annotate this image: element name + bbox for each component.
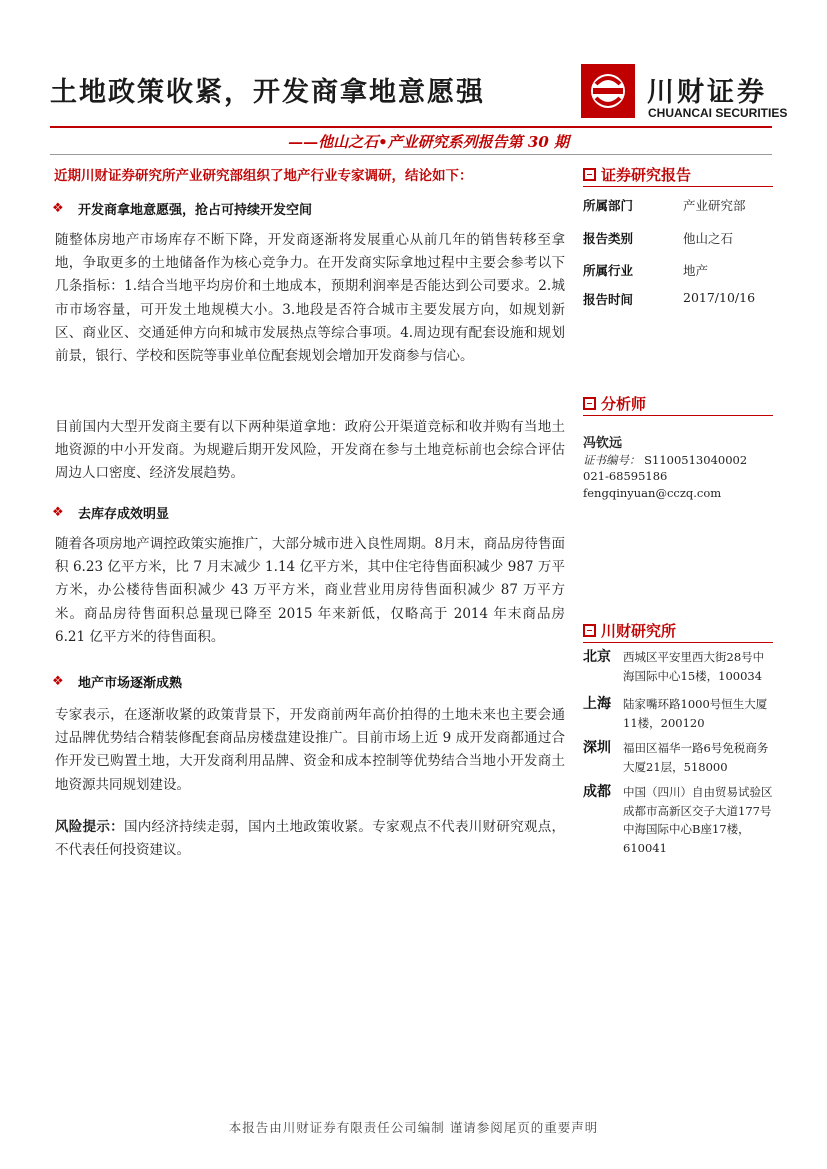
paragraph: 目前国内大型开发商主要有以下两种渠道拿地：政府公开渠道竞标和收并购有当地土地资源的中小开发商。为规避后期开发风险，开发商在参与土地竞标前也会综合评估周边人口密度、经济发展趋势。 bbox=[55, 419, 565, 482]
meta-row-category bbox=[583, 229, 773, 247]
section-marker-icon bbox=[583, 168, 596, 181]
cert-label: 证书编号： bbox=[583, 453, 641, 467]
report-type-heading bbox=[583, 164, 691, 185]
paragraph: 随着各项房地产调控政策实施推广，大部分城市进入良性周期。8月末，商品房待售面积 6.23 亿平方米，比 7 月末减少 1.14 亿平方米，其中住宅待售面积减少 987 万平方米，办公楼待售面积减少 43 万平方米，商业营业用房待售面积减少 87 万平方米。商品房待售面积总量现已降至 2015 年来新低，仅略高于 2014 年末商品房 6.21 亿平方米的待售面积。 bbox=[55, 536, 565, 645]
meta-value: 地产 bbox=[683, 263, 709, 278]
section-heading-2 bbox=[52, 503, 169, 522]
section-heading-text: 地产市场逐渐成熟 bbox=[78, 676, 183, 691]
analyst-email[interactable]: fengqinyuan@cczq.com bbox=[583, 486, 722, 500]
sidebar-divider bbox=[583, 642, 773, 643]
report-type-text: 证券研究报告 bbox=[601, 166, 692, 184]
office-address: 中国（四川）自由贸易试验区成都市高新区交子大道177号中海国际中心B座17楼，610041 bbox=[623, 785, 773, 855]
analyst-cert bbox=[583, 452, 747, 468]
meta-value: 2017/10/16 bbox=[683, 290, 756, 305]
meta-row-date bbox=[583, 290, 773, 308]
office-address: 西城区平安里西大街28号中海国际中心15楼，100034 bbox=[623, 650, 765, 683]
meta-key: 报告类别 bbox=[583, 231, 634, 246]
cert-number: S1100513040002 bbox=[644, 453, 748, 467]
meta-row-department bbox=[583, 196, 773, 214]
office-city: 深圳 bbox=[583, 740, 611, 756]
meta-value: 产业研究部 bbox=[683, 198, 746, 213]
brand-name-cn: 川财证券 bbox=[647, 77, 767, 108]
section-heading-3 bbox=[52, 672, 182, 691]
lead-summary: 近期川财证券研究所产业研究部组织了地产行业专家调研，结论如下： bbox=[54, 168, 473, 184]
meta-value: 他山之石 bbox=[683, 231, 734, 246]
office-address: 福田区福华一路6号免税商务大厦21层，518000 bbox=[623, 741, 769, 774]
sidebar-divider bbox=[583, 186, 773, 187]
analyst-heading-text: 分析师 bbox=[601, 395, 647, 413]
header-divider bbox=[50, 126, 772, 128]
office-address: 陆家嘴环路1000号恒生大厦11楼，200120 bbox=[623, 697, 768, 730]
meta-key: 所属行业 bbox=[583, 263, 634, 278]
section-heading-1 bbox=[52, 199, 312, 218]
brand-name-en: CHUANCAI SECURITIES bbox=[648, 106, 788, 120]
report-title: 土地政策收紧，开发商拿地意愿强 bbox=[50, 77, 485, 108]
section-heading-text: 去库存成效明显 bbox=[78, 507, 170, 522]
section-marker-icon bbox=[583, 397, 596, 410]
diamond-bullet-icon: ❖ bbox=[52, 201, 64, 216]
analyst-phone: 021-68595186 bbox=[583, 469, 668, 483]
subheader-divider bbox=[50, 154, 772, 155]
office-city: 成都 bbox=[583, 784, 611, 800]
section-marker-icon bbox=[583, 624, 596, 637]
series-label: ——他山之石•产业研究系列报告第 30 期 bbox=[288, 133, 569, 151]
paragraph: 随整体房地产市场库存不断下降，开发商逐渐将发展重心从前几年的销售转移至拿地，争取更多的土地储备作为核心竞争力。在开发商实际拿地过程中主要会参考以下几条指标：1.结合当地平均房价和土地成本，预期利润率是否能达到公司要求。2.城市市场容量，可开发土地规模大小。3.地段是否符合城市主要发展方向，如规划新区、商业区、交通延伸方向和城市发展热点等综合事项。4.周边现有配套设施和规划前景，银行、学校和医院等事业单位配套规划会增加开发商参与信心。 bbox=[55, 232, 565, 365]
analyst-heading bbox=[583, 393, 646, 414]
institute-heading-text: 川财研究所 bbox=[601, 622, 677, 640]
diamond-bullet-icon: ❖ bbox=[52, 505, 64, 520]
diamond-bullet-icon: ❖ bbox=[52, 674, 64, 689]
sidebar-divider bbox=[583, 415, 773, 416]
chuancai-logo-icon bbox=[581, 64, 635, 118]
section-heading-text: 开发商拿地意愿强，抢占可持续开发空间 bbox=[78, 203, 313, 218]
meta-row-industry bbox=[583, 261, 773, 279]
paragraph: 专家表示，在逐渐收紧的政策背景下，开发商前两年高价拍得的土地未来也主要会通过品牌优势结合精装修配套商品房楼盘建设推广。目前市场上近 9 成开发商都通过合作开发已购置土地，大开发商利用品牌、资金和成本控制等优势结合当地小开发商土地资源共同规划建设。 bbox=[55, 707, 565, 793]
analyst-name: 冯钦远 bbox=[583, 436, 623, 451]
meta-key: 报告时间 bbox=[583, 292, 634, 307]
office-city: 北京 bbox=[583, 649, 611, 665]
institute-heading bbox=[583, 620, 676, 641]
risk-warning bbox=[55, 816, 565, 862]
footer-disclaimer: 本报告由川财证券有限责任公司编制 谨请参阅尾页的重要声明 bbox=[228, 1120, 599, 1135]
risk-label: 风险提示： bbox=[55, 819, 124, 835]
risk-text: 国内经济持续走弱，国内土地政策收紧。专家观点不代表川财研究观点，不代表任何投资建议。 bbox=[55, 819, 566, 859]
meta-key: 所属部门 bbox=[583, 198, 634, 213]
office-city: 上海 bbox=[583, 696, 611, 712]
